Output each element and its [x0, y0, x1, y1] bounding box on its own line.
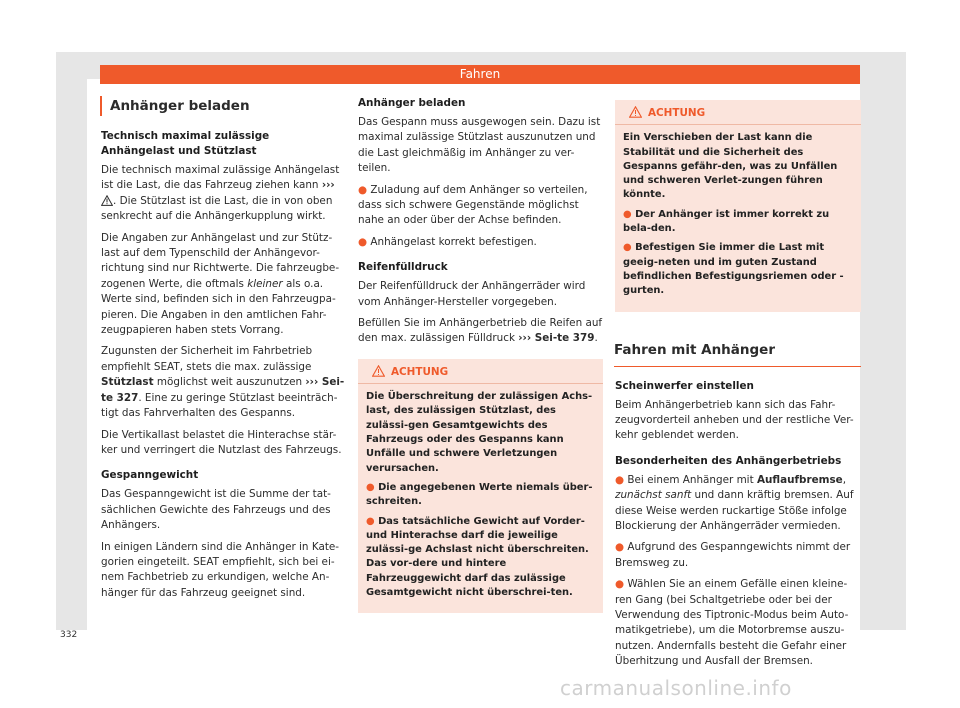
warning-triangle-icon: [372, 365, 385, 377]
paragraph: Die Vertikallast belastet die Hinterachse stär-ker und verringert die Nutzlast des Fahrzeugs.: [101, 428, 342, 456]
subheading-gespanngewicht: Gespanngewicht: [101, 469, 199, 482]
chapter-banner: Fahren: [100, 65, 860, 84]
warning-triangle-icon: [629, 106, 642, 118]
warning-box: [358, 359, 603, 613]
paragraph: Das Gespann muss ausgewogen sein. Dazu ist maximal zulässige Stützlast auszunutzen und die Last gleichmäßig im Anhänger zu ver-teilen.: [358, 116, 601, 175]
warning-text: Ein Verschieben der Last kann die Stabilität und die Sicherheit des Gespanns gefähr-den, was zu Unfällen und schweren Verlet-zungen führen könnte.: [623, 132, 838, 201]
bullet-item: ● Zuladung auf dem Anhänger so verteilen, dass sich schwere Gegenstände möglichst nahe an oder über der Achse befinden.: [358, 183, 588, 227]
paragraph: Das Gespanngewicht ist die Summe der tat-sächlichen Gewichte des Fahrzeugs und des Anhängers.: [101, 488, 331, 532]
bullet-item: ● Bei einem Anhänger mit Auflaufbremse, zunächst sanft und dann kräftig bremsen. Auf diese Weise werden ruckartige Stöße infolge Blockierung der Anhängerräder vermieden.: [615, 473, 854, 532]
warning-bullet: ● Die angegebenen Werte niemals über-schreiten.: [366, 481, 593, 508]
column-middle: [358, 96, 603, 613]
paragraph: Die Angaben zur Anhängelast und zur Stütz-last auf dem Typenschild der Anhängevor-richtung sind nur Richtwerte. Die fahrzeugbe-zogenen Werte, die oftmals kleiner als o.a. Werte sind, befinden sich in den Fahrzeugpa-pieren. Die Angaben in den amtlichen Fahr-zeugpapieren haben stets Vorrang.: [101, 231, 340, 337]
warning-text: Die Überschreitung der zulässigen Achs-last, des zulässigen Stützlast, des zulässi-gen Gesamtgewichts des Fahrzeugs oder des Gespanns kann Unfälle und schwere Verletzungen verursachen.: [366, 391, 593, 474]
bullet-item: ● Anhängelast korrekt befestigen.: [358, 235, 537, 248]
warning-bullet: ● Das tatsächliche Gewicht auf Vorder-und Hinterachse darf die jeweilige zulässi-ge Achslast nicht überschreiten. Das vor-dere und hintere Fahrzeuggewicht darf das zulässige Gesamtgewicht nicht überschrei-ten.: [366, 515, 589, 599]
subheading-scheinwerfer: Scheinwerfer einstellen: [615, 379, 754, 392]
paragraph: Befüllen Sie im Anhängerbetrieb die Reifen auf den max. zulässigen Fülldruck ››› Sei-te 379.: [358, 317, 603, 345]
watermark-text: carmanualsonline.info: [560, 676, 792, 700]
warning-box: [615, 100, 861, 312]
warning-triangle-icon: [101, 195, 113, 206]
subheading-anhaenger-beladen: Anhänger beladen: [358, 97, 466, 109]
subheading-reifenfuelldruck: Reifenfülldruck: [358, 261, 448, 274]
page-reference-link[interactable]: ››› Sei-te 327: [101, 376, 345, 404]
subheading-besonderheiten: Besonderheiten des Anhängerbetriebs: [615, 454, 842, 467]
paragraph: Die technisch maximal zulässige Anhängelast ist die Last, die das Fahrzeug ziehen kann ››› . Die Stützlast ist die Last, die in von oben senkrecht auf die Anhängerkupplung wirkt.: [101, 164, 340, 223]
column-right: [615, 96, 861, 676]
subheading-anhaengelast: Technisch maximal zulässige Anhängelast und Stützlast: [101, 130, 270, 157]
warning-bullet: ● Der Anhänger ist immer korrekt zu bela-den.: [623, 208, 830, 235]
section-title-fahren-mit-anhaenger: Fahren mit Anhänger: [614, 340, 861, 367]
bullet-item: ● Aufgrund des Gespanngewichts nimmt der Bremsweg zu.: [615, 541, 851, 569]
cross-reference-arrow[interactable]: ›››: [321, 179, 335, 192]
page-reference-link[interactable]: ››› Sei-te 379: [518, 332, 595, 345]
paragraph: Beim Anhängerbetrieb kann sich das Fahr-zeugvorderteil anheben und der restliche Ver-kehr geblendet werden.: [615, 398, 854, 442]
warning-header: ACHTUNG: [358, 359, 603, 384]
warning-header: ACHTUNG: [615, 100, 861, 125]
column-left: [101, 96, 345, 607]
bullet-item: ● Wählen Sie an einem Gefälle einen kleine-ren Gang (bei Schaltgetriebe oder bei der Verwendung des Tiptronic-Modus beim Auto-matikgetriebe), um die Motorbremse auszu-nutzen. Andernfalls besteht die Gefahr einer Überhitzung und Ausfall der Bremsen.: [615, 578, 849, 668]
paragraph: Zugunsten der Sicherheit im Fahrbetrieb empfiehlt SEAT, stets die max. zulässige Stützlast möglichst weit auszunutzen ››› Sei-te 327. Eine zu geringe Stützlast beeinträch-tigt das Fahrverhalten des Gespanns.: [101, 345, 345, 420]
paragraph: Der Reifenfülldruck der Anhängerräder wird vom Anhänger-Hersteller vorgegeben.: [358, 280, 586, 308]
page-number: 332: [60, 630, 78, 640]
warning-bullet: ● Befestigen Sie immer die Last mit geeig-neten und im guten Zustand befindlichen Befestigungsriemen oder -gurten.: [623, 242, 844, 297]
paragraph: In einigen Ländern sind die Anhänger in Kate-gorien eingeteilt. SEAT empfiehlt, sich bei ei-nem Fachbetrieb zu erkundigen, welche An-hänger für das Fahrzeug geeignet sind.: [101, 540, 340, 599]
section-title-anhaenger-beladen: Anhänger beladen: [100, 96, 345, 116]
